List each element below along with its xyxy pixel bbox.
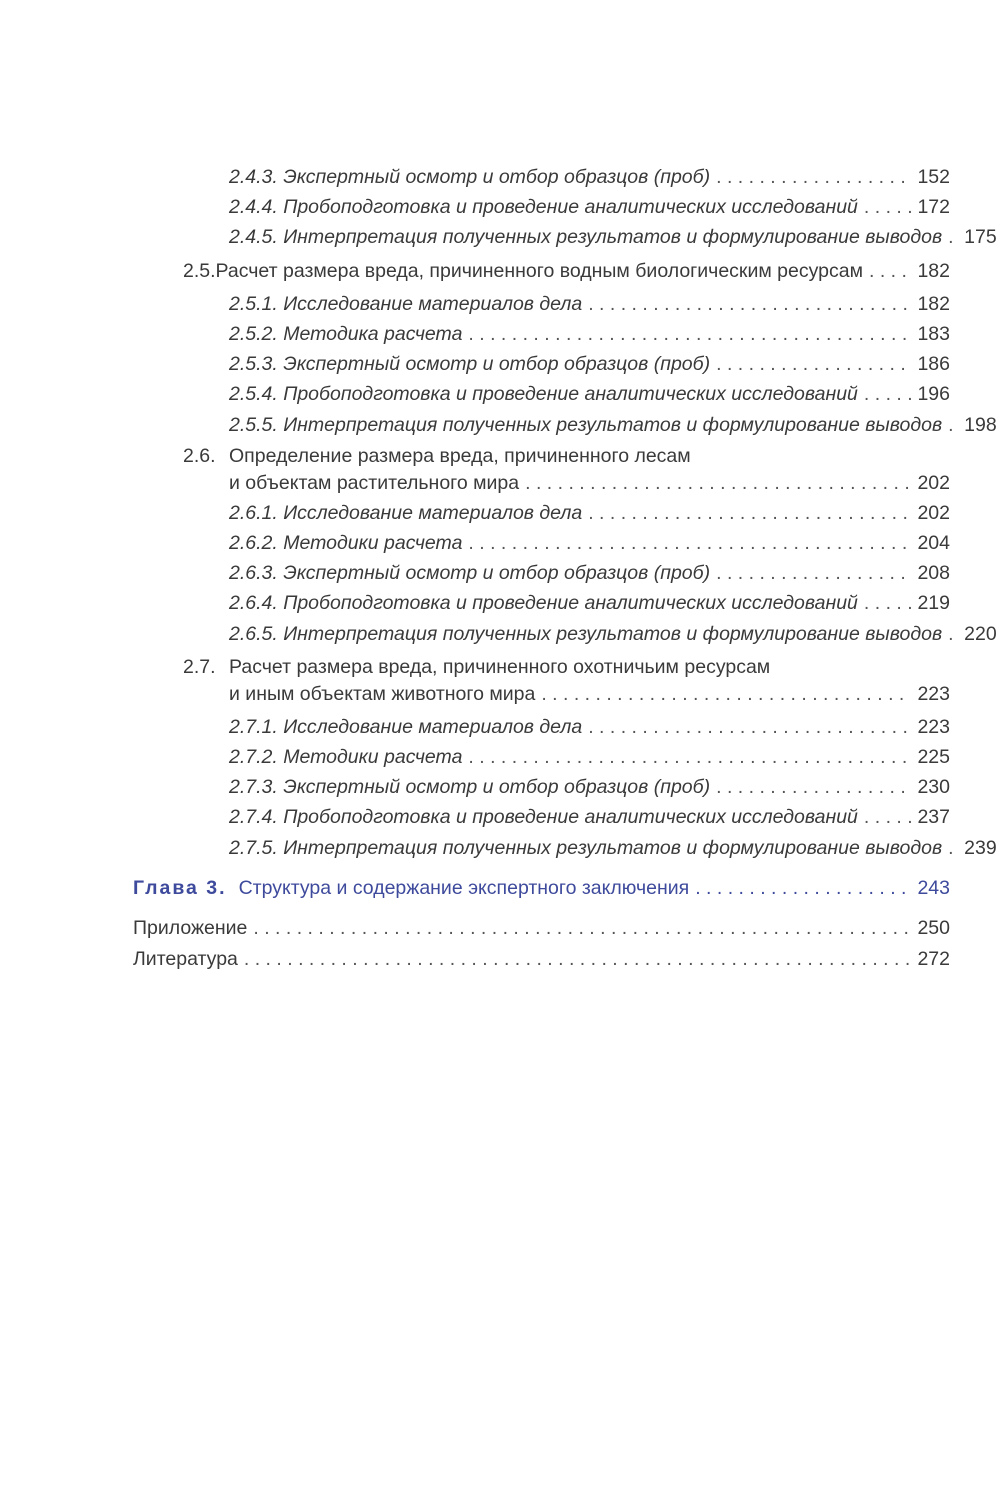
dot-leader xyxy=(864,379,912,409)
dot-leader xyxy=(525,468,911,498)
dot-leader xyxy=(948,833,958,863)
entry-title: 2.7.2. Методики расчета xyxy=(229,746,463,768)
entry-title: 2.4.4. Пробоподготовка и проведение аналитических исследований xyxy=(229,196,858,218)
toc-section-2-6-continued[interactable] xyxy=(229,468,950,498)
toc-entry-2-4-4[interactable] xyxy=(229,192,950,222)
dot-leader xyxy=(695,873,911,903)
toc-entry-2-6-5[interactable] xyxy=(229,619,997,649)
entry-title: 2.5.4. Пробоподготовка и проведение аналитических исследований xyxy=(229,383,858,405)
dot-leader xyxy=(716,162,911,192)
page-number: 208 xyxy=(917,562,950,584)
entry-title: 2.5.3. Экспертный осмотр и отбор образцов (проб) xyxy=(229,353,711,375)
entry-title: 2.5.5. Интерпретация полученных результатов и формулирование выводов xyxy=(229,414,943,436)
entry-title: 2.7.4. Пробоподготовка и проведение аналитических исследований xyxy=(229,806,858,828)
entry-title: 2.7.5. Интерпретация полученных результатов и формулирование выводов xyxy=(229,837,943,859)
page-number: 186 xyxy=(917,353,950,375)
page-number: 182 xyxy=(917,293,950,315)
dot-leader xyxy=(588,498,911,528)
dot-leader xyxy=(541,679,911,709)
page-number: 250 xyxy=(917,917,950,939)
dot-leader xyxy=(468,742,911,772)
page-number: 175 xyxy=(964,226,997,248)
entry-title: 2.5.2. Методика расчета xyxy=(229,323,463,345)
dot-leader xyxy=(948,619,958,649)
entry-title: и объектам растительного мира xyxy=(229,472,520,494)
dot-leader xyxy=(588,712,911,742)
dot-leader xyxy=(864,588,912,618)
entry-title: Литература xyxy=(133,948,238,970)
dot-leader xyxy=(253,913,911,943)
page-number: 202 xyxy=(917,502,950,524)
page-number: 223 xyxy=(917,716,950,738)
page-number: 172 xyxy=(917,196,950,218)
page-number: 198 xyxy=(964,414,997,436)
entry-title: и иным объектам животного мира xyxy=(229,683,536,705)
toc-entry-2-6-3[interactable] xyxy=(229,558,950,588)
entry-title: 2.4.3. Экспертный осмотр и отбор образцов (проб) xyxy=(229,166,711,188)
entry-title: 2.6.3. Экспертный осмотр и отбор образцов (проб) xyxy=(229,562,711,584)
entry-title: 2.6.1. Исследование материалов дела xyxy=(229,502,583,524)
toc-entry-2-5-4[interactable] xyxy=(229,379,950,409)
toc-entry-2-7-4[interactable] xyxy=(229,802,950,832)
section-number: 2.7. xyxy=(183,656,216,678)
entry-title: Структура и содержание экспертного заключения xyxy=(238,877,690,899)
toc-entry-2-5-2[interactable] xyxy=(229,319,950,349)
toc-entry-2-6-2[interactable] xyxy=(229,528,950,558)
toc-chapter-3[interactable] xyxy=(133,873,950,903)
page-number: 202 xyxy=(917,472,950,494)
dot-leader xyxy=(468,528,911,558)
entry-title: 2.6.5. Интерпретация полученных результатов и формулирование выводов xyxy=(229,623,943,645)
toc-entry-2-7-3[interactable] xyxy=(229,772,950,802)
toc-literature[interactable] xyxy=(133,944,950,974)
toc-section-2-6[interactable] xyxy=(183,441,950,471)
page-number: 183 xyxy=(917,323,950,345)
page-number: 196 xyxy=(917,383,950,405)
toc-entry-2-7-5[interactable] xyxy=(229,833,997,863)
toc-section-2-7-continued[interactable] xyxy=(229,679,950,709)
chapter-number: Глава 3. xyxy=(133,877,227,899)
toc-entry-2-4-3[interactable] xyxy=(229,162,950,192)
section-number: 2.6. xyxy=(183,445,216,467)
dot-leader xyxy=(948,410,958,440)
entry-title: Расчет размера вреда, причиненного водным биологическим ресурсам xyxy=(215,260,864,282)
entry-title: 2.5.1. Исследование материалов дела xyxy=(229,293,583,315)
dot-leader xyxy=(716,772,911,802)
toc-entry-2-7-2[interactable] xyxy=(229,742,950,772)
dot-leader xyxy=(864,802,912,832)
dot-leader xyxy=(948,222,958,252)
dot-leader xyxy=(869,256,911,286)
dot-leader xyxy=(468,319,911,349)
toc-appendix[interactable] xyxy=(133,913,950,943)
toc-entry-2-5-3[interactable] xyxy=(229,349,950,379)
toc-entry-2-4-5[interactable] xyxy=(229,222,997,252)
dot-leader xyxy=(716,558,911,588)
section-number: 2.5. xyxy=(183,260,216,282)
toc-entry-2-7-1[interactable] xyxy=(229,712,950,742)
dot-leader xyxy=(864,192,912,222)
page-number: 243 xyxy=(917,877,950,899)
toc-entry-2-5-1[interactable] xyxy=(229,289,950,319)
entry-title: 2.4.5. Интерпретация полученных результатов и формулирование выводов xyxy=(229,226,943,248)
entry-title: 2.6.2. Методики расчета xyxy=(229,532,463,554)
page-number: 152 xyxy=(917,166,950,188)
entry-title: 2.7.3. Экспертный осмотр и отбор образцов (проб) xyxy=(229,776,711,798)
entry-title: Расчет размера вреда, причиненного охотничьим ресурсам xyxy=(229,656,771,678)
toc-entry-2-5-5[interactable] xyxy=(229,410,997,440)
entry-title: 2.7.1. Исследование материалов дела xyxy=(229,716,583,738)
dot-leader xyxy=(244,944,912,974)
entry-title: 2.6.4. Пробоподготовка и проведение аналитических исследований xyxy=(229,592,858,614)
dot-leader xyxy=(588,289,911,319)
entry-title: Приложение xyxy=(133,917,248,939)
page-number: 237 xyxy=(917,806,950,828)
page-number: 204 xyxy=(917,532,950,554)
toc-section-2-5[interactable] xyxy=(183,256,950,286)
page-number: 182 xyxy=(917,260,950,282)
entry-title: Определение размера вреда, причиненного лесам xyxy=(229,445,691,467)
page-number: 223 xyxy=(917,683,950,705)
dot-leader xyxy=(716,349,911,379)
page-number: 220 xyxy=(964,623,997,645)
page-number: 225 xyxy=(917,746,950,768)
page-number: 230 xyxy=(917,776,950,798)
toc-entry-2-6-1[interactable] xyxy=(229,498,950,528)
toc-entry-2-6-4[interactable] xyxy=(229,588,950,618)
toc-section-2-7[interactable] xyxy=(183,652,950,682)
page-number: 239 xyxy=(964,837,997,859)
page-number: 272 xyxy=(917,948,950,970)
page-number: 219 xyxy=(917,592,950,614)
